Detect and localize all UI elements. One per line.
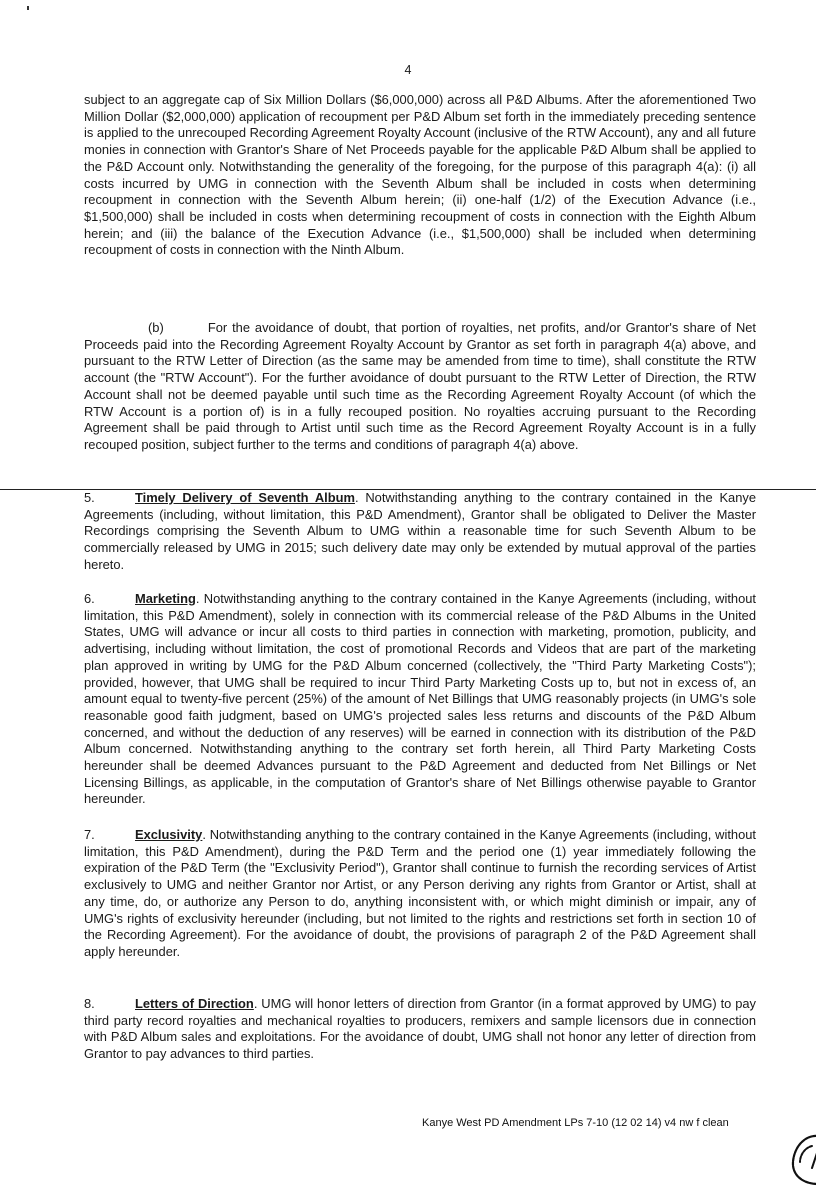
scan-speck <box>27 6 29 10</box>
section-text: . UMG will honor letters of direction from Grantor (in a format approved by UMG) to pay third party record royalties and mechanical royalties to producers, remixers and sample licensors due in connection with P&D Album sales and exploitations. For the avoidance of doubt, UMG shall not honor any letter of direction from Grantor to pay advances to third parties. <box>84 996 756 1062</box>
section-text: . Notwithstanding anything to the contrary contained in the Kanye Agreements (including, without limitation, this P&D Amendment), during the P&D Term and the period one (1) year immediately following the expiration of the P&D Term (the "Exclusivity Period"), Grantor shall continue to furnish the recording services of Artist exclusively to UMG and neither Grantor nor Artist, or any Person deriving any rights from Grantor or Artist, shall at any time, do, or authorize any Person to do, anything inconsistent with, or which might diminish or impair, any of UMG's rights of exclusivity hereunder (including, but not limited to the rights and restrictions set forth in section 10 of the Recording Agreement). For the avoidance of doubt, the provisions of paragraph 2 of the P&D Agreement shall apply hereunder. <box>84 827 756 959</box>
section-number: 5. <box>84 490 95 505</box>
paragraph-4a-continuation <box>84 92 756 259</box>
section-6 <box>84 591 756 808</box>
section-heading: Letters of Direction <box>135 996 254 1011</box>
paragraph-text: For the avoidance of doubt, that portion of royalties, net profits, and/or Grantor's share of Net Proceeds paid into the Recording Agreement Royalty Account by Grantor as set forth in paragraph 4(a) above, and pursuant to the RTW Letter of Direction (as the same may be amended from time to time), shall constitute the RTW account (the "RTW Account"). For the further avoidance of doubt pursuant to the RTW Letter of Direction, the RTW Account shall not be deemed payable until such time as the Recording Agreement Royalty Account (of which the RTW Account is a portion of) is in a fully recouped position. No royalties accruing pursuant to the Recording Agreement shall be paid through to Artist until such time as the Record Agreement Royalty Account is in a fully recouped position, subject further to the terms and conditions of paragraph 4(a) above. <box>84 320 757 452</box>
section-text: . Notwithstanding anything to the contrary contained in the Kanye Agreements (including, without limitation, this P&D Amendment), Grantor shall be obligated to Deliver the Master Recordings comprising the Seventh Album to UMG within a reasonable time for such Seventh Album to be commercially released by UMG in 2015; such delivery date may only be extended by mutual approval of the parties hereto. <box>84 490 756 572</box>
initials-signature-icon <box>790 1130 816 1188</box>
document-footer: Kanye West PD Amendment LPs 7-10 (12 02 14) v4 nw f clean <box>422 1117 729 1129</box>
section-7 <box>84 827 756 961</box>
paragraph-4b <box>84 320 756 454</box>
section-number: 7. <box>84 827 95 842</box>
paragraph-label: (b) <box>148 320 164 335</box>
section-8 <box>84 996 756 1063</box>
section-text: . Notwithstanding anything to the contrary contained in the Kanye Agreements (including, without limitation, this P&D Amendment), solely in connection with its commercial release of the P&D Albums in the United States, UMG will advance or incur all costs to third parties in connection with marketing, promotion, publicity, and advertising, including without limitation, the cost of promotional Records and Videos that are part of the marketing plan approved in writing by UMG for the P&D Album concerned (collectively, the "Third Party Marketing Costs"); provided, however, that UMG shall be required to incur Third Party Marketing Costs up to, but not in excess of, an amount equal to twenty-five percent (25%) of the amount of Net Billings that UMG reasonably projects (in UMG's sole reasonable good faith judgment, based on UMG's projected sales less returns and discounts of the P&D Album concerned, and without the deduction of any reserves) will be earned in connection with its distribution of the P&D Album concerned. Notwithstanding anything to the contrary set forth herein, all Third Party Marketing Costs hereunder shall be deemed Advances pursuant to the P&D Agreement and deducted from Net Billings or Net Licensing Billings, as applicable, in the computation of Grantor's share of Net Billings otherwise payable to Grantor hereunder. <box>84 591 756 807</box>
section-number: 8. <box>84 996 95 1011</box>
paragraph-text: subject to an aggregate cap of Six Million Dollars ($6,000,000) across all P&D Albums. After the aforementioned Two Million Dollar ($2,000,000) application of recoupment per P&D Album set forth in the immediately preceding sentence is applied to the unrecouped Recording Agreement Royalty Account (inclusive of the RTW Account), any and all future monies in connection with Grantor's Share of Net Proceeds payable for the applicable P&D Album shall be applied to the P&D Account only. Notwithstanding the generality of the foregoing, for the purpose of this paragraph 4(a): (i) all costs incurred by UMG in connection with the Seventh Album shall be included in costs when determining recoupment in connection with the Seventh Album herein; (ii) one-half (1/2) of the Execution Advance (i.e., $1,500,000) shall be included in costs when determining recoupment of costs in connection with the Eighth Album herein; and (iii) the balance of the Execution Advance (i.e., $1,500,000) shall be included when determining recoupment of costs in connection with the Ninth Album. <box>84 92 756 258</box>
section-heading: Timely Delivery of Seventh Album <box>135 490 355 505</box>
page-number: 4 <box>404 63 412 77</box>
section-number: 6. <box>84 591 95 606</box>
section-heading: Marketing <box>135 591 196 606</box>
section-heading: Exclusivity <box>135 827 203 842</box>
section-5 <box>84 490 756 574</box>
